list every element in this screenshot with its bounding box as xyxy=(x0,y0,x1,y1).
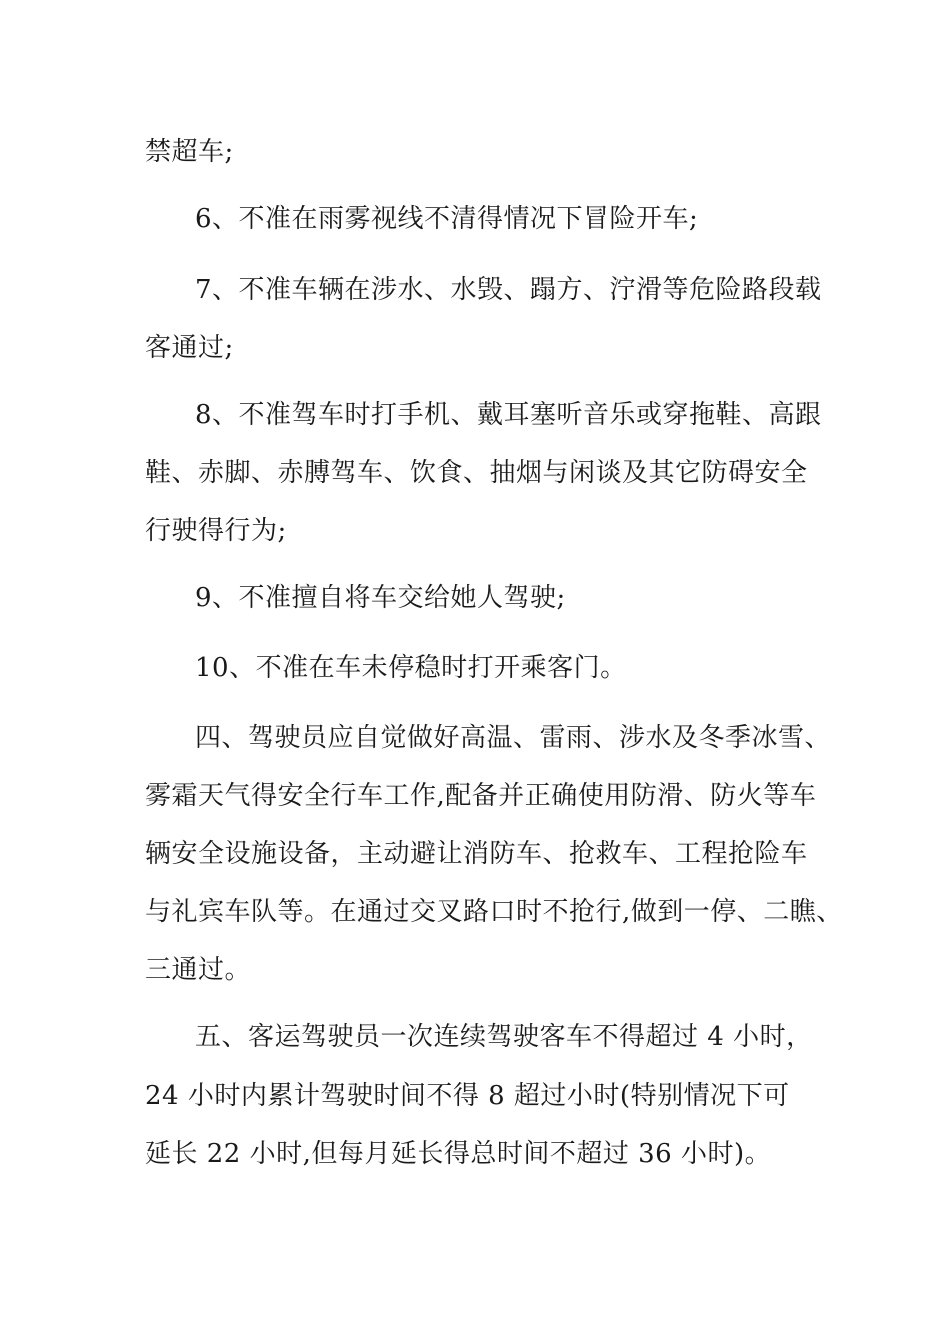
text-line: 四、驾驶员应自觉做好高温、雷雨、涉水及冬季冰雪、 xyxy=(195,723,832,753)
text-line: 五、客运驾驶员一次连续驾驶客车不得超过 4 小时， xyxy=(195,1022,813,1052)
text-line: 8、不准驾车时打手机、戴耳塞听音乐或穿拖鞋、高跟 xyxy=(195,400,822,430)
text-line: 雾霜天气得安全行车工作,配备并正确使用防滑、防火等车 xyxy=(145,781,817,811)
text-line: 24 小时内累计驾驶时间不得 8 超过小时(特别情况下可 xyxy=(145,1081,790,1111)
text-line: 与礼宾车队等。在通过交叉路口时不抢行,做到一停、二瞧、 xyxy=(145,897,843,927)
text-line: 行驶得行为; xyxy=(145,516,287,546)
text-line: 10、不准在车未停稳时打开乘客门。 xyxy=(195,653,627,683)
text-line: 7、不准车辆在涉水、水毁、蹋方、泞滑等危险路段载 xyxy=(195,275,822,305)
text-line: 延长 22 小时,但每月延长得总时间不超过 36 小时)。 xyxy=(145,1139,772,1169)
text-line: 6、不准在雨雾视线不清得情况下冒险开车; xyxy=(195,204,699,234)
text-line: 三通过。 xyxy=(145,955,252,985)
text-line: 9、不准擅自将车交给她人驾驶; xyxy=(195,583,566,613)
text-line: 鞋、赤脚、赤膊驾车、饮食、抽烟与闲谈及其它防碍安全 xyxy=(145,458,808,488)
text-line: 客通过; xyxy=(145,333,234,363)
text-line: 禁超车; xyxy=(145,137,234,167)
text-line: 辆安全设施设备，主动避让消防车、抢救车、工程抢险车 xyxy=(145,839,808,869)
